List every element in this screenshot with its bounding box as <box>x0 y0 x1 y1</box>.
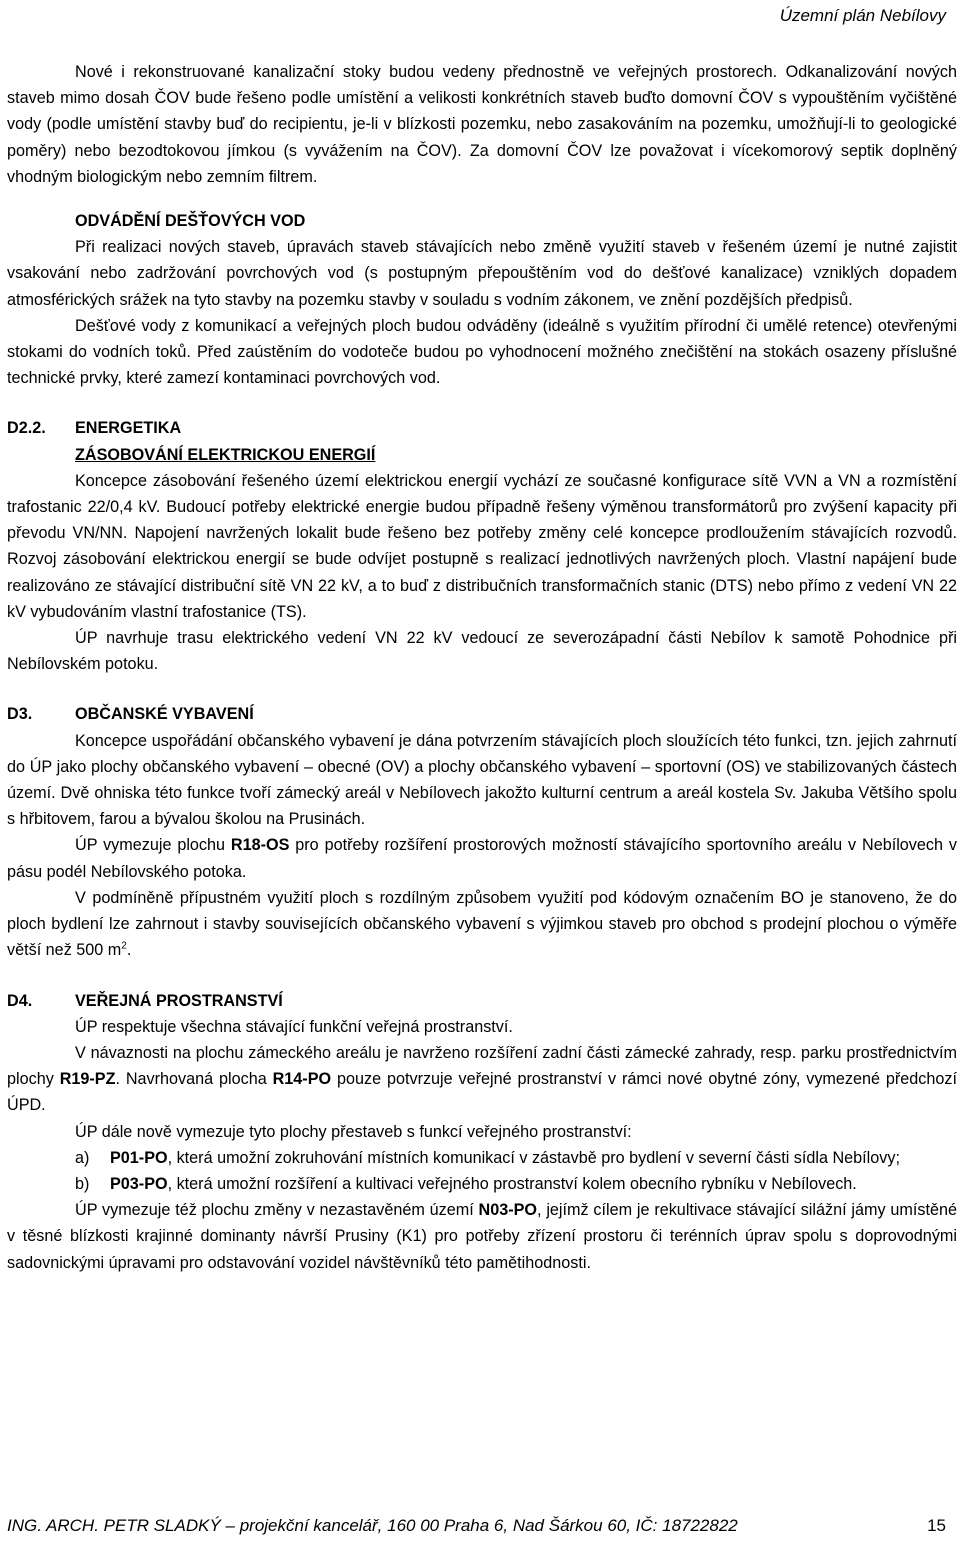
area-code: N03-PO <box>478 1201 538 1220</box>
area-code: P03-PO <box>110 1174 168 1193</box>
paragraph-civic-2 <box>7 832 957 884</box>
paragraph-public-1: ÚP respektuje všechna stávající funkční veřejná prostranství. <box>75 1017 513 1036</box>
text-run: pouze potvrzuje veřejné prostranství v rámci nové obytné zóny, vymezené předchozí ÚPD. <box>7 1070 957 1115</box>
list-item <box>7 1145 957 1171</box>
text-run: . Navrhovaná plocha <box>115 1070 273 1089</box>
section-number: D2.2. <box>7 419 46 438</box>
paragraph-civic-3 <box>7 885 957 964</box>
heading-rainwater: ODVÁDĚNÍ DEŠŤOVÝCH VOD <box>75 212 306 231</box>
list-label: a) <box>75 1148 90 1167</box>
area-code: R19-PZ <box>59 1070 116 1089</box>
paragraph-rainwater-2: Dešťové vody z komunikací a veřejných ploch budou odváděny (ideálně s využitím přírodní či umělé retence) otevřenými stokami do vodních toků. Před zaústěním do vodoteče budou po vyhodnocení možného znečištění na stokách osazeny příslušné technické prvky, které zamezí kontaminaci povrchových vod. <box>7 316 957 388</box>
page-footer <box>7 1516 946 1536</box>
document-body <box>7 59 957 1276</box>
paragraph-electricity-2: ÚP navrhuje trasu elektrického vedení VN 22 kV vedoucí ze severozápadní části Nebílov k samotě Pohodnice při Nebílovském potoku. <box>7 629 957 674</box>
text-run: ÚP vymezuje též plochu změny v nezastavěném území <box>75 1201 479 1220</box>
page-header-title: Územní plán Nebílovy <box>779 6 946 25</box>
area-code: R18-OS <box>230 836 290 855</box>
list-text <box>110 1145 957 1171</box>
subheading-electricity: ZÁSOBOVÁNÍ ELEKTRICKOU ENERGIÍ <box>75 445 376 464</box>
section-d2-2 <box>7 415 957 441</box>
paragraph-public-4 <box>7 1197 957 1276</box>
section-number: D3. <box>7 705 33 724</box>
list-text <box>110 1171 957 1197</box>
page-number: 15 <box>927 1516 946 1535</box>
paragraph-sewerage: Nové i rekonstruované kanalizační stoky budou vedeny přednostně ve veřejných prostorech. Odkanalizování nových staveb mimo dosah ČOV bude řešeno podle umístění a velikosti konkrétních staveb buďto domovní ČOV s vypouštěním vyčištěné vody (podle umístění stavby buď do recipientu, je-li v blízkosti pozemku, nebo zasakováním na pozemku, umožňují-li to geologické poměry) nebo bezodtokovou jímkou (s vyvážením na ČOV). Za domovní ČOV lze považovat i vícekomorový septik doplněný vhodným biologickým nebo zemním filtrem. <box>7 63 957 186</box>
text-run: , která umožní rozšíření a kultivaci veřejného prostranství kolem obecního rybníku v Nebílovech. <box>167 1174 857 1193</box>
section-title: OBČANSKÉ VYBAVENÍ <box>75 705 254 724</box>
text-run: pro potřeby rozšíření prostorových možností stávajícího sportovního areálu v Nebílovech v pásu podél Nebílovského potoka. <box>7 836 957 881</box>
paragraph-public-2 <box>7 1040 957 1119</box>
list-label: b) <box>75 1174 90 1193</box>
area-code: P01-PO <box>110 1148 168 1167</box>
list-item <box>7 1171 957 1197</box>
area-code: R14-PO <box>272 1070 332 1089</box>
paragraph-rainwater-1: Při realizaci nových staveb, úpravách staveb stávajících nebo změně využití staveb v řešeném území je nutné zajistit vsakování nebo zadržování povrchových vod (s postupným přepouštěním vod do dešťové kanalizace) vzniklých dopadem atmosférických srážek na tyto stavby na pozemku stavby v souladu s vodním zákonem, ve znění pozdějších předpisů. <box>7 238 957 309</box>
section-d3 <box>7 701 957 727</box>
text-run: , která umožní zokruhování místních komunikací v zástavbě pro bydlení v severní části sídla Nebílovy; <box>167 1148 900 1167</box>
paragraph-public-3: ÚP dále nově vymezuje tyto plochy přestaveb s funkcí veřejného prostranství: <box>75 1122 632 1141</box>
section-title: VEŘEJNÁ PROSTRANSTVÍ <box>75 991 283 1010</box>
section-number: D4. <box>7 991 33 1010</box>
paragraph-civic-1: Koncepce uspořádání občanského vybavení je dána potvrzením stávajících ploch sloužících této funkci, tzn. jejich zahrnutí do ÚP jako plochy občanského vybavení – obecné (OV) a plochy občanského vybavení – sportovní (OS) ve stabilizovaných částech území. Dvě ohniska této funkce tvoří zámecký areál v Nebílovech jakožto kulturní centrum a areál kostela Sv. Jakuba Většího spolu s hřbitovem, farou a bývalou školou na Prusinách. <box>7 731 957 829</box>
footer-text: ING. ARCH. PETR SLADKÝ – projekční kancelář, 160 00 Praha 6, Nad Šárkou 60, IČ: 18722822 <box>7 1516 738 1535</box>
superscript: 2 <box>121 940 127 952</box>
section-title: ENERGETIKA <box>75 419 182 438</box>
text-run: V podmíněně přípustném využití ploch s rozdílným způsobem využití pod kódovým označením BO je stanoveno, že do ploch bydlení lze zahrnout i stavby souvisejících občanského vybavení s výjimkou staveb pro obchod s prodejní plochou o výměře větší než 500 m <box>7 888 957 960</box>
paragraph-electricity-1: Koncepce zásobování řešeného území elektrickou energií vychází ze současné konfigurace sítě VVN a VN a rozmístění trafostanic 22/0,4 kV. Budoucí potřeby elektrické energie budou případně řešeny výměnou transformátorů pro zvýšení kapacity při převodu VN/NN. Napojení navržených lokalit bude řešeno bez potřeby změny celé koncepce prodloužením stávajících rozvodů. Rozvoj zásobování elektrickou energií se bude odvíjet postupně s realizací jednotlivých navržených ploch. Vlastní napájení bude realizováno ze stávající distribuční sítě VN 22 kV, a to buď z distribučních transformačních stanic (DTS) nebo přímo z vedení VN 22 kV vybudováním vlastní trafostanice (TS). <box>7 471 957 621</box>
text-run: . <box>126 941 132 960</box>
text-run: V návaznosti na plochu zámeckého areálu je navrženo rozšíření zadní části zámecké zahrady, resp. parku prostřednictvím plochy <box>7 1043 957 1089</box>
text-run: ÚP vymezuje plochu <box>75 836 231 855</box>
text-run: , jejímž cílem je rekultivace stávající silážní jámy umístěné v těsné blízkosti krajinné dominanty návrší Prusiny (K1) pro potřeby zřízení prostoru či terénních úprav spolu s doprovodnými sadovnickými úpravami pro odstavování vozidel návštěvníků této pamětihodnosti. <box>7 1201 957 1272</box>
section-d4 <box>7 988 957 1014</box>
